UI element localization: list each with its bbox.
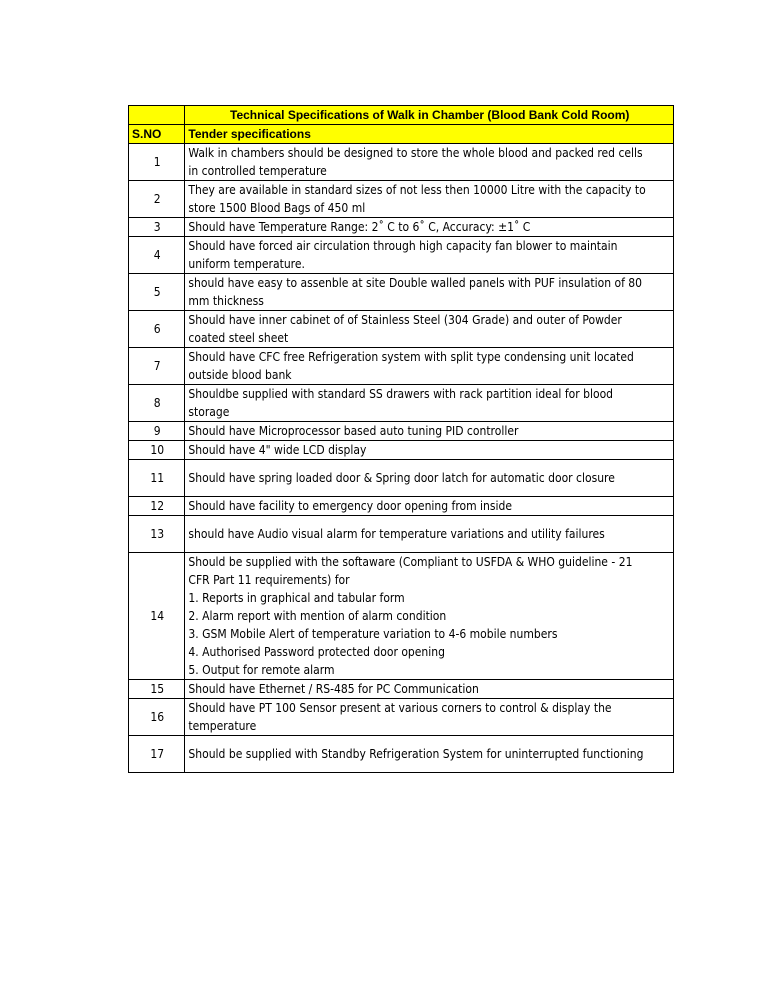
specification-line: CFR Part 11 requirements) for bbox=[188, 573, 350, 587]
serial-number-cell: 3 bbox=[129, 218, 185, 237]
table-row bbox=[129, 736, 674, 773]
table-row bbox=[129, 348, 674, 385]
specification-line: 1. Reports in graphical and tabular form bbox=[188, 591, 405, 605]
table-row bbox=[129, 218, 674, 237]
table-row bbox=[129, 274, 674, 311]
specification-line: They are available in standard sizes of not less then 10000 Litre with the capacity to bbox=[188, 183, 646, 197]
serial-number-cell: 13 bbox=[129, 516, 185, 553]
table-row bbox=[129, 385, 674, 422]
specification-cell bbox=[185, 348, 674, 385]
specification-cell bbox=[185, 311, 674, 348]
specification-line: in controlled temperature bbox=[188, 164, 327, 178]
title-spacer-cell bbox=[129, 106, 185, 125]
specification-line: 2. Alarm report with mention of alarm condition bbox=[188, 609, 447, 623]
specification-line: 5. Output for remote alarm bbox=[188, 663, 335, 677]
specification-cell bbox=[185, 516, 674, 553]
specification-line: uniform temperature. bbox=[188, 257, 305, 271]
spec-header: Tender specifications bbox=[185, 125, 674, 144]
specification-line: outside blood bank bbox=[188, 368, 292, 382]
serial-number-cell: 6 bbox=[129, 311, 185, 348]
specification-cell bbox=[185, 553, 674, 680]
specification-cell bbox=[185, 736, 674, 773]
table-row bbox=[129, 553, 674, 680]
table-title-row bbox=[129, 106, 674, 125]
serial-number-cell: 4 bbox=[129, 237, 185, 274]
specification-line: Should be supplied with Standby Refrigeration System for uninterrupted functioning bbox=[188, 747, 644, 761]
specification-cell bbox=[185, 422, 674, 441]
table-row bbox=[129, 144, 674, 181]
specification-line: Should have CFC free Refrigeration system with split type condensing unit located bbox=[188, 350, 634, 364]
table-row bbox=[129, 181, 674, 218]
specification-cell bbox=[185, 181, 674, 218]
specification-line: Should have Ethernet / RS-485 for PC Communication bbox=[188, 682, 479, 696]
table-row bbox=[129, 237, 674, 274]
serial-number-cell: 16 bbox=[129, 699, 185, 736]
serial-number-cell: 12 bbox=[129, 497, 185, 516]
specification-line: temperature bbox=[188, 719, 257, 733]
specification-line: Walk in chambers should be designed to store the whole blood and packed red cells bbox=[188, 146, 643, 160]
specification-cell bbox=[185, 497, 674, 516]
specification-line: 4. Authorised Password protected door opening bbox=[188, 645, 445, 659]
table-row bbox=[129, 311, 674, 348]
specification-line: Should have inner cabinet of of Stainless Steel (304 Grade) and outer of Powder bbox=[188, 313, 622, 327]
specification-line: Should have Temperature Range: 2˚ C to 6˚ C, Accuracy: ±1˚ C bbox=[188, 220, 531, 234]
serial-number-cell: 9 bbox=[129, 422, 185, 441]
specification-line: Should have forced air circulation through high capacity fan blower to maintain bbox=[188, 239, 618, 253]
specification-line: Should be supplied with the softaware (Compliant to USFDA & WHO guideline - 21 bbox=[188, 555, 633, 569]
specification-cell bbox=[185, 441, 674, 460]
specification-line: should have Audio visual alarm for temperature variations and utility failures bbox=[188, 527, 605, 541]
table-header-row bbox=[129, 125, 674, 144]
specifications-table-body bbox=[129, 106, 674, 773]
specification-line: Should have Microprocessor based auto tuning PID controller bbox=[188, 424, 519, 438]
specifications-table bbox=[128, 105, 674, 773]
specification-cell bbox=[185, 699, 674, 736]
table-row bbox=[129, 680, 674, 699]
serial-number-cell: 7 bbox=[129, 348, 185, 385]
specification-cell bbox=[185, 237, 674, 274]
serial-number-cell: 15 bbox=[129, 680, 185, 699]
specification-cell bbox=[185, 385, 674, 422]
serial-number-cell: 17 bbox=[129, 736, 185, 773]
specification-line: Should have PT 100 Sensor present at various corners to control & display the bbox=[188, 701, 612, 715]
specification-line: store 1500 Blood Bags of 450 ml bbox=[188, 201, 366, 215]
specification-line: Should have 4" wide LCD display bbox=[188, 443, 367, 457]
specification-line: coated steel sheet bbox=[188, 331, 289, 345]
table-row bbox=[129, 497, 674, 516]
serial-number-cell: 2 bbox=[129, 181, 185, 218]
specification-cell bbox=[185, 460, 674, 497]
specification-line: mm thickness bbox=[188, 294, 264, 308]
serial-number-cell: 1 bbox=[129, 144, 185, 181]
specification-cell bbox=[185, 218, 674, 237]
specification-line: Shouldbe supplied with standard SS drawers with rack partition ideal for blood bbox=[188, 387, 614, 401]
specification-cell bbox=[185, 680, 674, 699]
specification-cell bbox=[185, 144, 674, 181]
serial-number-cell: 14 bbox=[129, 553, 185, 680]
specification-line: 3. GSM Mobile Alert of temperature variation to 4-6 mobile numbers bbox=[188, 627, 558, 641]
table-title: Technical Specifications of Walk in Chamber (Blood Bank Cold Room) bbox=[185, 106, 674, 125]
specification-line: storage bbox=[188, 405, 230, 419]
serial-number-cell: 11 bbox=[129, 460, 185, 497]
serial-number-cell: 8 bbox=[129, 385, 185, 422]
table-row bbox=[129, 422, 674, 441]
sno-header: S.NO bbox=[129, 125, 185, 144]
table-row bbox=[129, 460, 674, 497]
specification-line: Should have spring loaded door & Spring door latch for automatic door closure bbox=[188, 471, 615, 485]
serial-number-cell: 5 bbox=[129, 274, 185, 311]
specification-line: should have easy to assenble at site Double walled panels with PUF insulation of 80 bbox=[188, 276, 643, 290]
serial-number-cell: 10 bbox=[129, 441, 185, 460]
table-row bbox=[129, 441, 674, 460]
table-row bbox=[129, 516, 674, 553]
specification-cell bbox=[185, 274, 674, 311]
specification-line: Should have facility to emergency door opening from inside bbox=[188, 499, 513, 513]
table-row bbox=[129, 699, 674, 736]
